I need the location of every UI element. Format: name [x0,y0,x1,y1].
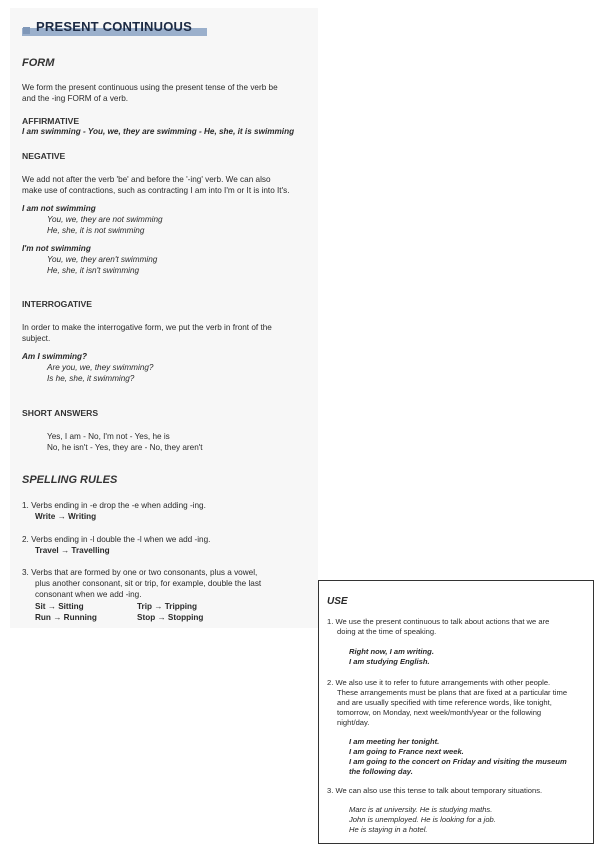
interrogative-example-1: Am I swimming? [22,352,88,361]
negative-text-line1: We add not after the verb 'be' and before the '-ing' verb. We can also [22,175,271,184]
use-point-1-example-1: Right now, I am writing. [349,647,434,656]
negative-example-4: I'm not swimming [22,244,91,253]
use-point-2-line1: 2. We also use it to refer to future arrangements with other people. [327,678,551,687]
negative-example-5: You, we, they aren't swimming [47,255,158,264]
negative-heading: NEGATIVE [22,151,66,161]
page-title: PRESENT CONTINUOUS [36,19,193,34]
spelling-rule-3-line3: consonant when we add -ing. [35,590,142,599]
spelling-example-run: Run → Running [35,613,97,622]
use-point-2-example-4: the following day. [349,767,413,776]
spelling-rule-3-line2: plus another consonant, sit or trip, for example, double the last [35,579,262,588]
use-point-2-example-3: I am going to the concert on Friday and visiting the museum [349,757,567,766]
spelling-rule-1: 1. Verbs ending in -e drop the -e when adding -ing. [22,501,206,510]
use-box [318,580,594,844]
affirmative-line: I am swimming - You, we, they are swimming - He, she, it is swimming [22,127,295,136]
use-point-1-example-2: I am studying English. [349,657,430,666]
spelling-example-stop: Stop → Stopping [137,613,204,622]
short-answers-line1: Yes, I am - No, I'm not - Yes, he is [47,432,170,441]
use-point-2-line5: night/day. [337,718,370,727]
negative-example-2: You, we, they are not swimming [47,215,163,224]
affirmative-heading: AFFIRMATIVE [22,116,80,126]
spelling-heading: SPELLING RULES [22,474,118,486]
use-point-2-line4: tomorrow, on Monday, next week/month/year or the following [337,708,542,717]
short-answers-heading: SHORT ANSWERS [22,408,99,418]
interrogative-example-3: Is he, she, it swimming? [47,374,135,383]
spelling-rule-2: 2. Verbs ending in -l double the -l when we add -ing. [22,535,211,544]
form-heading: FORM [22,57,55,69]
use-point-2-line3: and are usually specified with time reference words, like tonight, [337,698,552,707]
negative-example-1: I am not swimming [22,204,96,213]
interrogative-heading: INTERROGATIVE [22,299,93,309]
form-text-line2: and the -ing FORM of a verb. [22,94,129,103]
use-point-3-example-1: Marc is at university. He is studying maths. [349,805,493,814]
short-answers-line2: No, he isn't - Yes, they are - No, they aren't [47,443,203,452]
spelling-example-trip: Trip → Tripping [137,602,198,611]
use-point-3-example-3: He is staying in a hotel. [349,825,428,834]
use-heading: USE [327,596,348,607]
use-point-2-line2: These arrangements must be plans that are fixed at a particular time [337,688,568,697]
negative-example-6: He, she, it isn't swimming [47,266,140,275]
use-point-2-example-2: I am going to France next week. [349,747,464,756]
spelling-example-sit: Sit → Sitting [35,602,84,611]
title-bullet-square [23,27,30,34]
use-point-1-line1: 1. We use the present continuous to talk about actions that we are [327,617,550,626]
negative-example-3: He, she, it is not swimming [47,226,145,235]
use-point-3-example-2: John is unemployed. He is looking for a job. [349,815,496,824]
interrogative-text-line2: subject. [22,334,51,343]
spelling-rule-2-example: Travel → Travelling [35,546,110,555]
use-point-3-line1: 3. We can also use this tense to talk about temporary situations. [327,786,543,795]
negative-text-line2: make use of contractions, such as contracting I am into I'm or It is into It's. [22,186,290,195]
interrogative-example-2: Are you, we, they swimming? [47,363,154,372]
spelling-rule-1-example: Write → Writing [35,512,97,521]
use-point-2-example-1: I am meeting her tonight. [349,737,440,746]
form-text-line1: We form the present continuous using the present tense of the verb be [22,83,278,92]
interrogative-text-line1: In order to make the interrogative form, we put the verb in front of the [22,323,272,332]
use-point-1-line2: doing at the time of speaking. [337,627,437,636]
spelling-rule-3-line1: 3. Verbs that are formed by one or two consonants, plus a vowel, [22,568,258,577]
